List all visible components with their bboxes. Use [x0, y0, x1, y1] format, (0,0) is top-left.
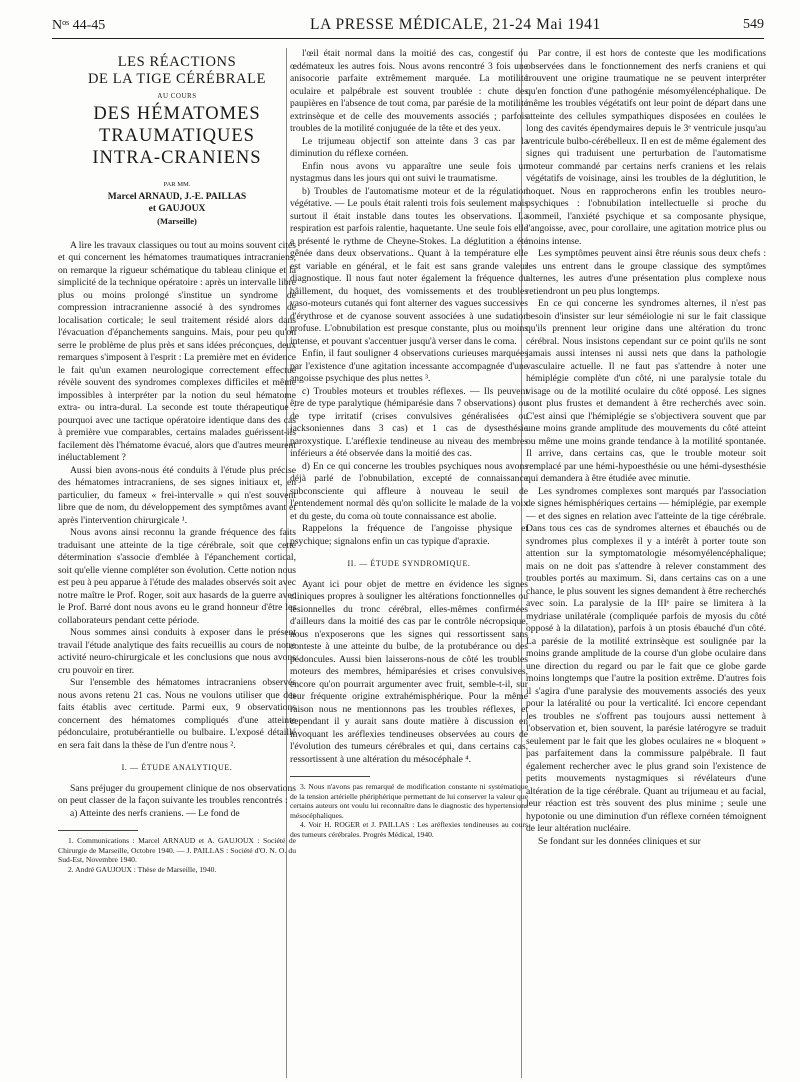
title-line: LES RÉACTIONS	[117, 54, 237, 70]
footnote-rule	[290, 776, 370, 777]
paragraph: Enfin nous avons vu apparaître une seule fois un nystagmus dans les jours qui ont suivi le traumatisme.	[290, 160, 528, 184]
footnote: 4. Voir H. ROGER et J. PAILLAS : Les aréflexies tendineuses au cours des tumeurs cérébrales. Progrès Médical, 1940.	[290, 820, 528, 839]
paragraph: d) En ce qui concerne les troubles psychiques nous avons déjà parlé de l'obnubilation, excepté de connaissance subconsciente qui affleure à nouveau le seuil de l'entendement normal dès qu'on sollicite le malade de la voix et du geste, du coma où toute connaissance est abolie.	[290, 460, 528, 522]
paragraph: Les syndromes complexes sont marqués par l'association de signes hémisphériques certains — hémiplégie, par exemple — et des signes en relation avec l'atteinte de la tige cérébrale. Dans tous ces cas de syndromes alternes et ébauchés ou de syndromes plus complexes il y a intérêt à porter toute son attention sur la symptomatologie mésomyélencéphalique; mais on ne doit pas s'attendre à relever constamment des troubles portés au maximum. Si, dans certains cas on a une chance, le plus souvent les signes demandent à être recherchés avec soin. La paralysie de la IIIᵉ paire se limitera à la mydriase unilatérale (compliquée parfois de myosis du côté opposé à la dilatation), parfois à un ptosis ébauché d'un côté. La parésie de la motilité extrinsèque est soulignée par la moins grande amplitude de la course d'un globe oculaire dans une direction du regard ou par le fait que ce globe garde moins longtemps que l'autre la position extrême. D'autres fois il s'agira d'une paralysie des mouvements associés des yeux pour la latéralité ou pour la verticalité. Ici encore cependant les troubles ne s'offrent pas toujours aussi nettement à l'observation et, bien souvent, la parésie latérogyre se traduit seulement par le fait que les globes oculaires ne « bloquent » pas parfaitement dans la commissure palpébrale. Il faut également rechercher avec le plus grand soin l'existence de petits mouvements nystagmiques si révélateurs d'une altération de la tige cérébrale. Quant au trijumeau et au facial, leur réaction est très souvent des plus minime ; seule une hypotonie ou une diminution d'un réflexe cornéen témoignent de leur altération nucléaire.	[526, 485, 766, 834]
byline-par: PAR MM.	[163, 180, 191, 188]
paragraph: Les symptômes peuvent ainsi être réunis sous deux chefs : les uns entrent dans le groupe classique des symptômes alternes, les autres d'une présentation plus complexe nous retiendront un peu plus longtemps.	[526, 248, 766, 297]
section-heading: II. — ÉTUDE SYNDROMIQUE.	[347, 559, 471, 568]
title-main: DES HÉMATOMES	[93, 103, 261, 124]
paragraph: A lire les travaux classiques ou tout au moins souvent cités et qui concernent les hématomes traumatiques intracraniens, on remarque la rigueur schématique du tableau clinique et la simplicité de la technique opératoire : après un intervalle libre plus ou moins prolongé s'institue un syndrome de compression intracranienne associé à des syndromes de localisation corticale; le seul traitement résidé alors dans l'évacuation d'épanchements sanguins. Mais, pour peu qu'on serre le problème de plus près et sans idées préconçues, deux remarques s'imposent à l'esprit : La première met en évidence le fait qu'un examen neurologique correctement effectué révèle souvent des syndromes complexes difficiles et même impossibles à interpréter par la notion du seul hématome extra- ou intra-dural. La seconde est toute thérapeutique : pourquoi avec une tactique opératoire identique dans des cas à première vue comparables, certains malades guérissent-ils facilement dès l'hématome évacué, alors que d'autres meurent inéluctablement ?	[58, 239, 296, 463]
footnote-rule	[58, 830, 138, 831]
paragraph: Sur l'ensemble des hématomes intracraniens observés nous avons retenu 21 cas. Nous ne voulons utiliser que des faits établis avec certitude. Parmi eux, 9 observations concernent des hématomes compliqués d'une atteinte pédonculaire, protubérantielle ou bulbaire. L'exposé détaillé en sera fait dans la thèse de l'un d'entre nous ².	[58, 677, 296, 751]
paragraph: b) Troubles de l'automatisme moteur et de la régulation végétative. — Le pouls était ralenti trois fois seulement mais surtout il était instable dans toutes les observations. La respiration est parfois ralentie, haquetante. Une seule fois elle a présenté le rythme de Cheyne-Stokes. La déglutition a été gênée dans deux observations.. Quant à la température elle est variable en général, et le fait est sans grande valeur diagnostique. Il nous faut noter également la fréquence du bâillement, du hoquet, des vomissements et des troubles vaso-moteurs cutanés qui font alterner des vagues successives d'érythrose et de cyanose souvent associées à une sudation profuse. L'obnubilation est presque constante, plus ou moins intense, et pouvant s'accentuer jusqu'à verser dans le coma.	[290, 185, 528, 347]
paragraph: l'œil était normal dans la moitié des cas, congestif ou œdémateux les autres fois. Nous avons rencontré 3 fois une anisocorie parfaite extrêmement marquée. La motilité oculaire et palpébrale est souvent troublée : chute des paupières en l'absence de tout coma, par parésie de la motilité extrinsèque et de celle des mouvements associés ; parfois troubles de la motilité conjuguée de la tête et des yeux.	[290, 48, 528, 134]
title-main: INTRA-CRANIENS	[92, 147, 262, 168]
page-number: 549	[743, 17, 764, 32]
footnote: 2. André GAUJOUX : Thèse de Marseille, 1940.	[68, 864, 217, 874]
title-connector: AU COURS	[157, 92, 197, 100]
paragraph: a) Atteinte des nerfs craniens. — Le fond de	[70, 807, 240, 819]
paragraph: Le trijumeau objectif son atteinte dans 3 cas par la diminution du réflexe cornéen.	[290, 135, 528, 159]
title-line: DE LA TIGE CÉRÉBRALE	[87, 71, 267, 87]
paragraph: Enfin, il faut souligner 4 observations curieuses marquées par l'existence d'une agitation incessante accompagnée d'une angoisse psychique des plus nettes ³.	[290, 348, 528, 384]
paragraph: Ayant ici pour objet de mettre en évidence les signes cliniques propres à souligner les altérations fonctionnelles ou lésionnelles du tronc cérébral, elles-mêmes confirmées d'ailleurs dans la moitié des cas par le contrôle nécropsique, nous n'exposerons que les signes qui ressortissent sans conteste à une atteinte du bulbe, de la protubérance ou des pédoncules. Aussi bien laisserons-nous de côté les troubles moteurs des membres, hémiparésies et crises convulsives, encore qu'on pourrait argumenter avec fruit, semble-t-il, sur leur fréquente origine extrahémisphérique. Pour la même raison nous ne mentionnons pas les troubles réflexes, et cependant il y aurait sans doute matière à discussion en invoquant les aréflexies tendineuses observées au cours de l'évolution des tumeurs cérébrales et qui, dans certains cas, ressortissent à une altération du mésocéphale ⁴.	[290, 578, 528, 765]
authors: et GAUJOUX	[148, 204, 206, 214]
paragraph: En ce qui concerne les syndromes alternes, il n'est pas besoin d'insister sur leur séméiologie ni sur le fait classique qu'ils prennent leur origine dans une altération du tronc cérébral. Nous insistons cependant sur ce point qu'ils ne sont jamais aussi intenses ni aussi nets que dans la pathologie vasculaire actuelle. Il ne faut pas s'attendre à noter une hémiplégie complète d'un côté, ni une paralysie totale du visage ou de la motilité oculaire du côté opposé. Les signes sont plus frustes et demandent à être recherchés avec soin. C'est ainsi que l'hémiplégie se s'objectivera souvent que par une moins grande amplitude des mouvements du côté atteint ou même une moins grande tendance à la motilité spontanée. Il arrive, dans certains cas, que le trouble moteur soit remplacé par une hémi-hypoesthésie ou une hémi-dysesthésie qui demandera à être étudiée avec minutie.	[526, 298, 766, 484]
page-header	[52, 14, 764, 39]
paragraph: Sans préjuger du groupement clinique de nos observations on peut classer de la façon suivante les troubles rencontrés :	[58, 782, 296, 806]
paragraph: Aussi bien avons-nous été conduits à l'étude plus précise des hématomes intracraniens, de ses signes initiaux et, en particulier, du fameux « frei-intervalle » qui n'est souvent libre que de nom, du développement des symptômes avant et après l'intervention chirurgicale ¹.	[58, 464, 296, 526]
column-3	[526, 48, 766, 848]
paragraph: Par contre, il est hors de conteste que les modifications observées dans le fonctionnement des nerfs craniens et qui trouvent une origine traumatique ne se peuvent interpréter qu'en fonction d'une pathogénie mésomyélencéphalique. De même les troubles végétatifs ont leur point de départ dans une atteinte des cellules sympathiques disposées en coulées le long des cavités épendymaires depuis le 3ᵉ ventricule jusqu'au ventricule bulbo-cérébelleux. Il en est de même également des signes qui traduisent une perturbation de l'automatisme moteur commandé par certains nerfs craniens et les relais végétatifs de voisinage, ainsi les troubles de la déglutition, le hoquet. Nous en rapprocherons enfin les troubles neuro-psychiques : l'obnubilation intellectuelle si proche du sommeil, l'anxiété psychique et sa composante physique, l'angoisse, avec, pour corollaire, une agitation motrice plus ou moins intense.	[526, 48, 766, 247]
author-city: (Marseille)	[157, 216, 197, 226]
paragraph: Nous avons ainsi reconnu la grande fréquence des faits traduisant une atteinte de la tige cérébrale, soit que cette détermination s'associe d'emblée à l'épanchement cortical, soit qu'elle vienne compléter son évolution. Cette notion nous est peu à peu apparue à l'étude des malades observés soit avec notre maître le Prof. Roger, soit aux hasards de la guerre avec le Prof. Barré dont nous avons eu le grand honneur d'être les collaborateurs pendant cette période.	[58, 527, 297, 626]
column-2	[290, 48, 528, 840]
footnote: 1. Communications : Marcel ARNAUD et A. GAUJOUX : Société de Chirurgie de Marseille, Octobre 1940. — J. PAILLAS : Société d'O. N. O. du Sud-Est, Novembre 1940.	[58, 836, 296, 865]
paragraph: c) Troubles moteurs et troubles réflexes. — Ils peuvent être de type paralytique (hémiparésie dans 7 observations) ou de type irritatif (crises convulsives généralisées ou jacksoniennes dans 3 cas) et 1 cas de dysesthésie paroxystique. L'aréflexie tendineuse au niveau des membres inférieurs a été observée dans la moitié des cas.	[290, 385, 528, 459]
title-main: TRAUMATIQUES	[99, 125, 255, 146]
paragraph: Rappelons la fréquence de l'angoisse physique et psychique; signalons enfin un cas typique d'apraxie.	[290, 523, 528, 547]
journal-title: LA PRESSE MÉDICALE, 21-24 Mai 1941	[310, 16, 601, 33]
issue-number: Nᵒˢ 44-45	[52, 18, 106, 33]
footnote: 3. Nous n'avons pas remarqué de modification constante ni systématique de la tension artérielle phériphérique permettant de lui conserver la valeur que certains auteurs ont voulu lui reconnaître dans le diagnostic des hypertensions mésocéphaliques.	[290, 782, 528, 820]
column-1	[58, 48, 296, 874]
paragraph: Se fondant sur les données cliniques et sur	[538, 835, 701, 847]
paragraph: Nous sommes ainsi conduits à exposer dans le présent travail l'étude analytique des faits recueillis au cours de notre activité neuro-chirurgicale et les conclusions que nous avons cru pouvoir en tirer.	[58, 627, 296, 676]
article-heading	[58, 54, 296, 228]
section-heading: I. — ÉTUDE ANALYTIQUE.	[121, 763, 233, 772]
authors: Marcel ARNAUD, J.-E. PAILLAS	[107, 192, 247, 202]
